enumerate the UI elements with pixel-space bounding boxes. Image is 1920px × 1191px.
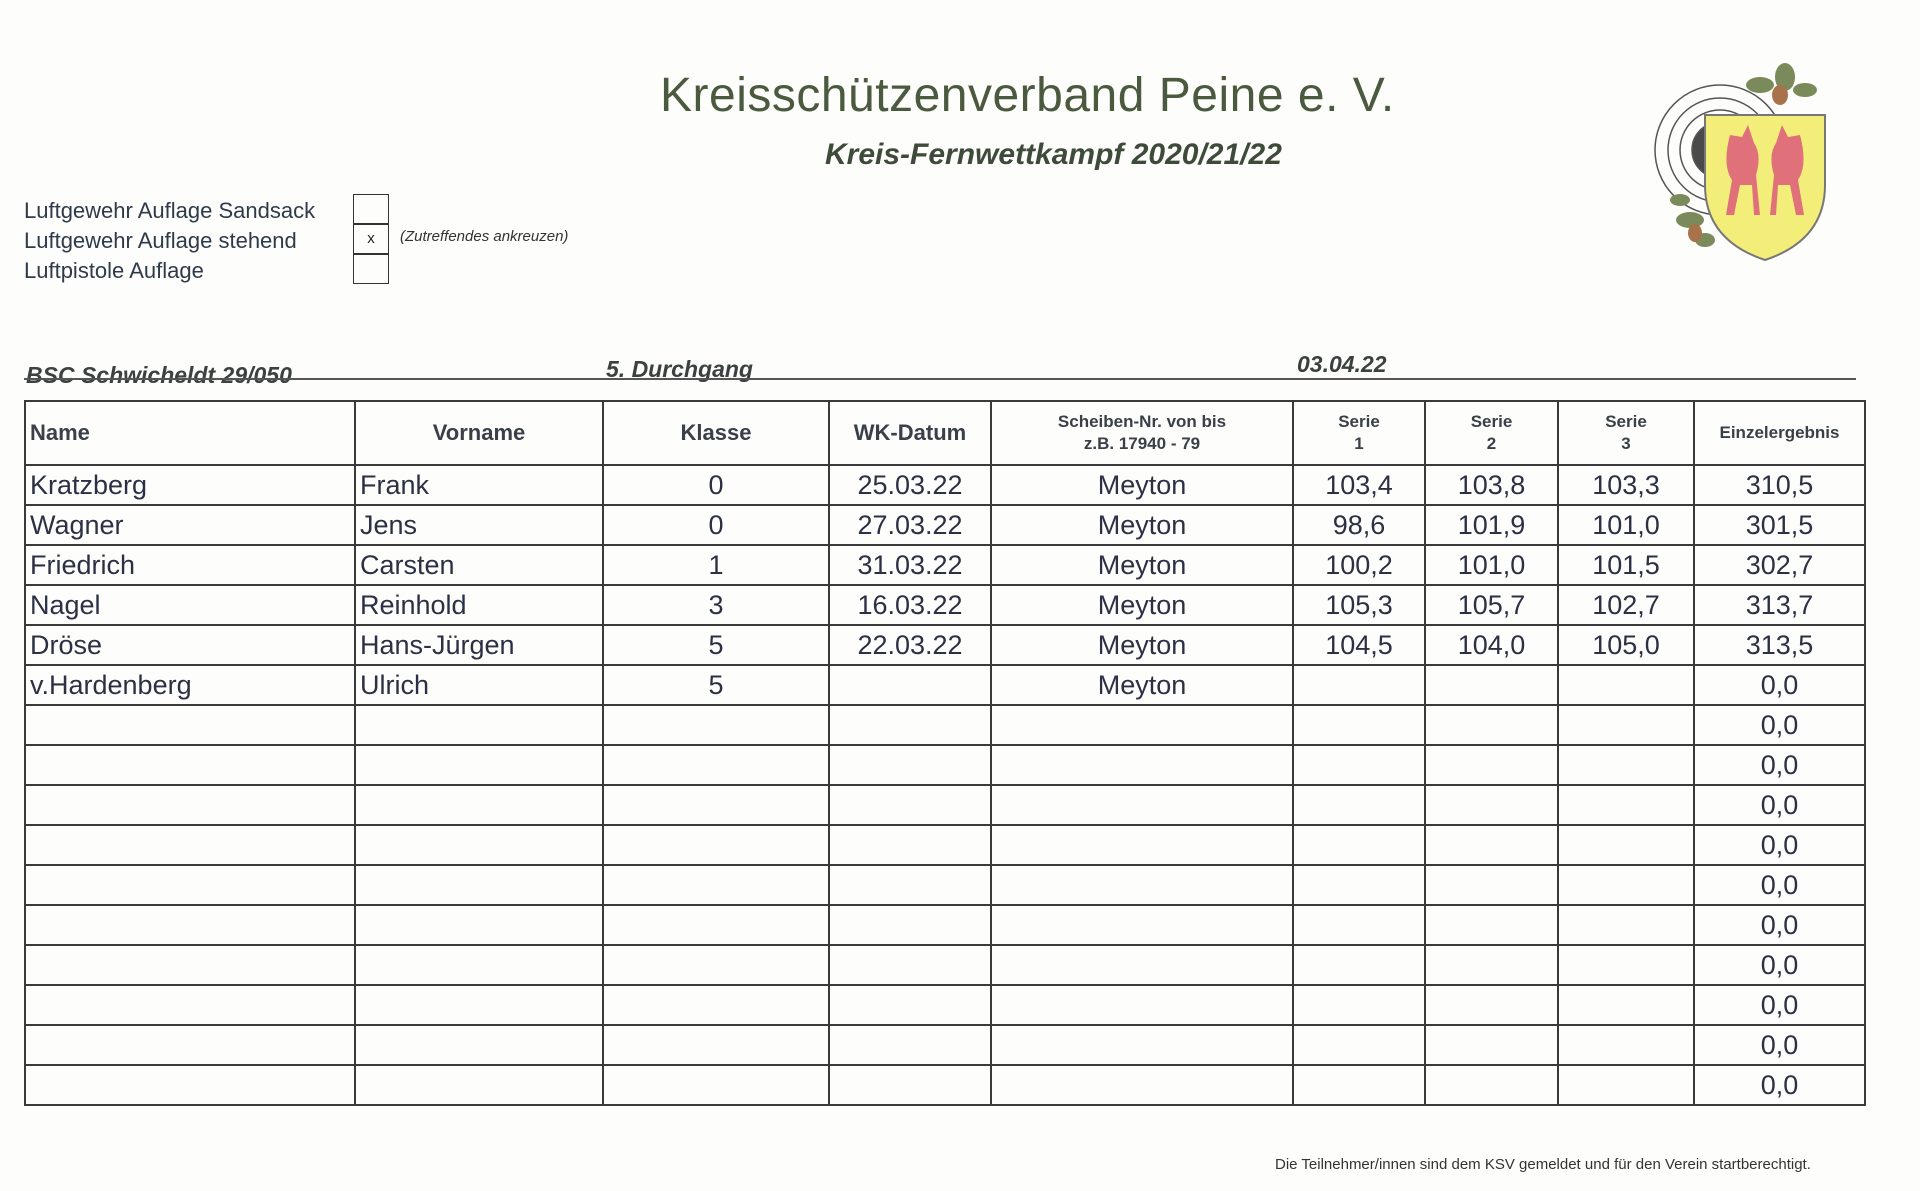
cell-serie-1[interactable] [1293, 1025, 1425, 1065]
cell-scheiben[interactable] [991, 705, 1293, 745]
cell-serie-2[interactable] [1425, 825, 1558, 865]
table-row [25, 465, 1865, 505]
cell-serie-1[interactable] [1293, 905, 1425, 945]
table-row [25, 745, 1865, 785]
table-row [25, 1025, 1865, 1065]
table-row [25, 785, 1865, 825]
cell-wk-datum[interactable] [829, 665, 991, 705]
cell-serie-3[interactable] [1558, 905, 1694, 945]
cell-einzelergebnis[interactable]: 0,0 [1694, 825, 1865, 865]
cell-serie-1[interactable] [1293, 785, 1425, 825]
cell-vorname[interactable] [355, 905, 603, 945]
cell-serie-1[interactable]: 100,2 [1293, 545, 1425, 585]
table-body [25, 465, 1865, 1105]
header-serie-2 [1425, 401, 1558, 465]
cell-serie-2[interactable] [1425, 865, 1558, 905]
club-label: BSC Schwicheldt 29/050 [26, 362, 292, 388]
table-row [25, 945, 1865, 985]
footer-note: Die Teilnehmer/innen sind dem KSV gemeldet und für den Verein startberechtigt. [1275, 1156, 1811, 1173]
table-row [25, 825, 1865, 865]
cell-name[interactable] [25, 785, 355, 825]
cell-serie-3[interactable]: 105,0 [1558, 625, 1694, 665]
header-vorname: Vorname [355, 401, 603, 465]
page-title: Kreisschützenverband Peine e. V. [660, 69, 1395, 122]
date-label: 03.04.22 [1297, 351, 1387, 377]
cell-vorname[interactable] [355, 1025, 603, 1065]
header-serie-3-line2: 3 [1621, 434, 1631, 453]
cell-vorname[interactable]: Hans-Jürgen [355, 625, 603, 665]
cell-serie-1[interactable] [1293, 705, 1425, 745]
cell-serie-2[interactable] [1425, 705, 1558, 745]
cell-serie-2[interactable] [1425, 985, 1558, 1025]
cell-name[interactable]: Dröse [25, 625, 355, 665]
round-label: 5. Durchgang [606, 356, 753, 382]
table-header-row [25, 401, 1865, 465]
cell-klasse[interactable]: 0 [603, 465, 829, 505]
cell-wk-datum[interactable] [829, 985, 991, 1025]
cell-klasse[interactable] [603, 1065, 829, 1105]
cell-serie-2[interactable] [1425, 945, 1558, 985]
cell-klasse[interactable] [603, 705, 829, 745]
header-scheiben-line2: z.B. 17940 - 79 [1083, 434, 1201, 453]
cell-name[interactable] [25, 1065, 355, 1105]
cell-scheiben[interactable]: Meyton [991, 465, 1293, 505]
cell-klasse[interactable] [603, 865, 829, 905]
coat-of-arms-crest-icon [1650, 55, 1840, 265]
cell-serie-3[interactable] [1558, 785, 1694, 825]
cell-wk-datum[interactable]: 27.03.22 [829, 505, 991, 545]
table-row [25, 665, 1865, 705]
cell-serie-2[interactable]: 105,7 [1425, 585, 1558, 625]
header-serie-2-line1: Serie [1470, 412, 1513, 431]
cell-scheiben[interactable]: Meyton [991, 625, 1293, 665]
cell-wk-datum[interactable] [829, 905, 991, 945]
cell-einzelergebnis[interactable]: 0,0 [1694, 1065, 1865, 1105]
cell-serie-1[interactable] [1293, 745, 1425, 785]
cell-vorname[interactable]: Reinhold [355, 585, 603, 625]
table-row [25, 905, 1865, 945]
cell-scheiben[interactable] [991, 905, 1293, 945]
cell-serie-3[interactable] [1558, 985, 1694, 1025]
cell-klasse[interactable] [603, 945, 829, 985]
table-row [25, 985, 1865, 1025]
cell-einzelergebnis[interactable]: 0,0 [1694, 745, 1865, 785]
cell-serie-2[interactable] [1425, 1025, 1558, 1065]
cell-vorname[interactable] [355, 705, 603, 745]
cell-serie-1[interactable]: 104,5 [1293, 625, 1425, 665]
cell-einzelergebnis[interactable]: 0,0 [1694, 1025, 1865, 1065]
options-hint: (Zutreffendes ankreuzen) [400, 228, 569, 245]
table-row [25, 505, 1865, 545]
cell-serie-2[interactable] [1425, 1065, 1558, 1105]
cell-serie-1[interactable]: 105,3 [1293, 585, 1425, 625]
cell-serie-2[interactable] [1425, 745, 1558, 785]
cell-klasse[interactable]: 1 [603, 545, 829, 585]
option-checkbox-sandsack[interactable] [353, 194, 389, 224]
cell-einzelergebnis[interactable]: 302,7 [1694, 545, 1865, 585]
cell-wk-datum[interactable]: 16.03.22 [829, 585, 991, 625]
cell-vorname[interactable]: Frank [355, 465, 603, 505]
table-row [25, 545, 1865, 585]
cell-scheiben[interactable] [991, 825, 1293, 865]
cell-serie-2[interactable]: 101,0 [1425, 545, 1558, 585]
cell-scheiben[interactable]: Meyton [991, 665, 1293, 705]
cell-klasse[interactable] [603, 1025, 829, 1065]
cell-serie-1[interactable] [1293, 1065, 1425, 1105]
cell-wk-datum[interactable] [829, 785, 991, 825]
cell-name[interactable]: Kratzberg [25, 465, 355, 505]
cell-wk-datum[interactable] [829, 825, 991, 865]
cell-klasse[interactable]: 0 [603, 505, 829, 545]
cell-serie-2[interactable] [1425, 785, 1558, 825]
divider-line [24, 378, 1856, 380]
table-row [25, 865, 1865, 905]
cell-klasse[interactable] [603, 825, 829, 865]
cell-name[interactable] [25, 905, 355, 945]
cell-vorname[interactable] [355, 825, 603, 865]
header-serie-1 [1293, 401, 1425, 465]
cell-serie-1[interactable] [1293, 985, 1425, 1025]
cell-serie-1[interactable]: 98,6 [1293, 505, 1425, 545]
header-name: Name [25, 401, 355, 465]
cell-wk-datum[interactable] [829, 1025, 991, 1065]
cell-scheiben[interactable]: Meyton [991, 505, 1293, 545]
cell-name[interactable] [25, 945, 355, 985]
cell-serie-3[interactable] [1558, 945, 1694, 985]
cell-einzelergebnis[interactable]: 313,7 [1694, 585, 1865, 625]
header-serie-3-line1: Serie [1605, 412, 1647, 431]
cell-serie-2[interactable]: 104,0 [1425, 625, 1558, 665]
cell-einzelergebnis[interactable]: 310,5 [1694, 465, 1865, 505]
option-label-luftpistole: Luftpistole Auflage [24, 258, 204, 283]
header-serie-1-line1: Serie [1338, 412, 1380, 431]
cell-einzelergebnis[interactable]: 0,0 [1694, 665, 1865, 705]
header-klasse: Klasse [603, 401, 829, 465]
cell-klasse[interactable]: 5 [603, 625, 829, 665]
cell-serie-2[interactable]: 103,8 [1425, 465, 1558, 505]
cell-vorname[interactable] [355, 745, 603, 785]
option-checkbox-luftpistole[interactable] [353, 254, 389, 284]
cell-klasse[interactable] [603, 785, 829, 825]
cell-serie-3[interactable] [1558, 865, 1694, 905]
header-scheiben-line1: Scheiben-Nr. von bis [1057, 412, 1227, 431]
results-table [24, 400, 1866, 1106]
cell-einzelergebnis[interactable]: 0,0 [1694, 905, 1865, 945]
header-serie-2-line2: 2 [1486, 434, 1497, 453]
cell-serie-3[interactable]: 101,0 [1558, 505, 1694, 545]
table-row [25, 625, 1865, 665]
cell-vorname[interactable]: Jens [355, 505, 603, 545]
cell-vorname[interactable] [355, 985, 603, 1025]
cell-serie-2[interactable]: 101,9 [1425, 505, 1558, 545]
cell-name[interactable]: v.Hardenberg [25, 665, 355, 705]
cell-wk-datum[interactable]: 31.03.22 [829, 545, 991, 585]
cell-name[interactable] [25, 745, 355, 785]
cell-wk-datum[interactable]: 22.03.22 [829, 625, 991, 665]
header-einzelergebnis: Einzelergebnis [1694, 401, 1865, 465]
cell-wk-datum[interactable] [829, 945, 991, 985]
option-label-stehend: Luftgewehr Auflage stehend [24, 228, 297, 253]
cell-einzelergebnis[interactable]: 313,5 [1694, 625, 1865, 665]
cell-serie-1[interactable] [1293, 825, 1425, 865]
cell-serie-1[interactable] [1293, 665, 1425, 705]
cell-wk-datum[interactable] [829, 745, 991, 785]
cell-wk-datum[interactable]: 25.03.22 [829, 465, 991, 505]
cell-serie-3[interactable] [1558, 1025, 1694, 1065]
cell-einzelergebnis[interactable]: 0,0 [1694, 705, 1865, 745]
cell-vorname[interactable] [355, 785, 603, 825]
cell-scheiben[interactable] [991, 1025, 1293, 1065]
cell-serie-3[interactable]: 101,5 [1558, 545, 1694, 585]
cell-name[interactable]: Wagner [25, 505, 355, 545]
option-label-sandsack: Luftgewehr Auflage Sandsack [24, 198, 316, 223]
cell-klasse[interactable] [603, 985, 829, 1025]
cell-scheiben[interactable] [991, 745, 1293, 785]
header-serie-1-line2: 1 [1354, 434, 1364, 453]
cell-klasse[interactable]: 3 [603, 585, 829, 625]
cell-wk-datum[interactable] [829, 865, 991, 905]
cell-name[interactable] [25, 1025, 355, 1065]
cell-serie-3[interactable] [1558, 705, 1694, 745]
cell-einzelergebnis[interactable]: 0,0 [1694, 865, 1865, 905]
cell-einzelergebnis[interactable]: 0,0 [1694, 785, 1865, 825]
cell-vorname[interactable] [355, 1065, 603, 1105]
option-checkbox-stehend[interactable]: x [353, 224, 389, 254]
cell-wk-datum[interactable] [829, 705, 991, 745]
cell-scheiben[interactable]: Meyton [991, 545, 1293, 585]
cell-klasse[interactable] [603, 745, 829, 785]
header-scheiben [991, 401, 1293, 465]
cell-serie-1[interactable]: 103,4 [1293, 465, 1425, 505]
cell-serie-3[interactable] [1558, 665, 1694, 705]
cell-einzelergebnis[interactable]: 301,5 [1694, 505, 1865, 545]
cell-serie-1[interactable] [1293, 865, 1425, 905]
cell-serie-2[interactable] [1425, 665, 1558, 705]
header-wk-datum: WK-Datum [829, 401, 991, 465]
cell-vorname[interactable] [355, 865, 603, 905]
table-row [25, 705, 1865, 745]
cell-serie-2[interactable] [1425, 905, 1558, 945]
cell-vorname[interactable]: Carsten [355, 545, 603, 585]
cell-name[interactable] [25, 985, 355, 1025]
cell-name[interactable] [25, 865, 355, 905]
cell-name[interactable]: Friedrich [25, 545, 355, 585]
cell-name[interactable] [25, 825, 355, 865]
cell-serie-3[interactable] [1558, 825, 1694, 865]
cell-scheiben[interactable]: Meyton [991, 585, 1293, 625]
header-serie-3 [1558, 401, 1694, 465]
cell-serie-3[interactable] [1558, 745, 1694, 785]
cell-name[interactable] [25, 705, 355, 745]
cell-klasse[interactable]: 5 [603, 665, 829, 705]
table-row [25, 1065, 1865, 1105]
cell-serie-1[interactable] [1293, 945, 1425, 985]
cell-serie-3[interactable] [1558, 1065, 1694, 1105]
table-row [25, 585, 1865, 625]
cell-scheiben[interactable] [991, 1065, 1293, 1105]
cell-einzelergebnis[interactable]: 0,0 [1694, 945, 1865, 985]
cell-serie-3[interactable]: 102,7 [1558, 585, 1694, 625]
cell-serie-3[interactable]: 103,3 [1558, 465, 1694, 505]
cell-scheiben[interactable] [991, 865, 1293, 905]
cell-klasse[interactable] [603, 905, 829, 945]
cell-scheiben[interactable] [991, 785, 1293, 825]
cell-name[interactable]: Nagel [25, 585, 355, 625]
cell-scheiben[interactable] [991, 985, 1293, 1025]
cell-scheiben[interactable] [991, 945, 1293, 985]
cell-wk-datum[interactable] [829, 1065, 991, 1105]
cell-vorname[interactable] [355, 945, 603, 985]
cell-vorname[interactable]: Ulrich [355, 665, 603, 705]
cell-einzelergebnis[interactable]: 0,0 [1694, 985, 1865, 1025]
page-subtitle: Kreis-Fernwettkampf 2020/21/22 [825, 138, 1282, 171]
